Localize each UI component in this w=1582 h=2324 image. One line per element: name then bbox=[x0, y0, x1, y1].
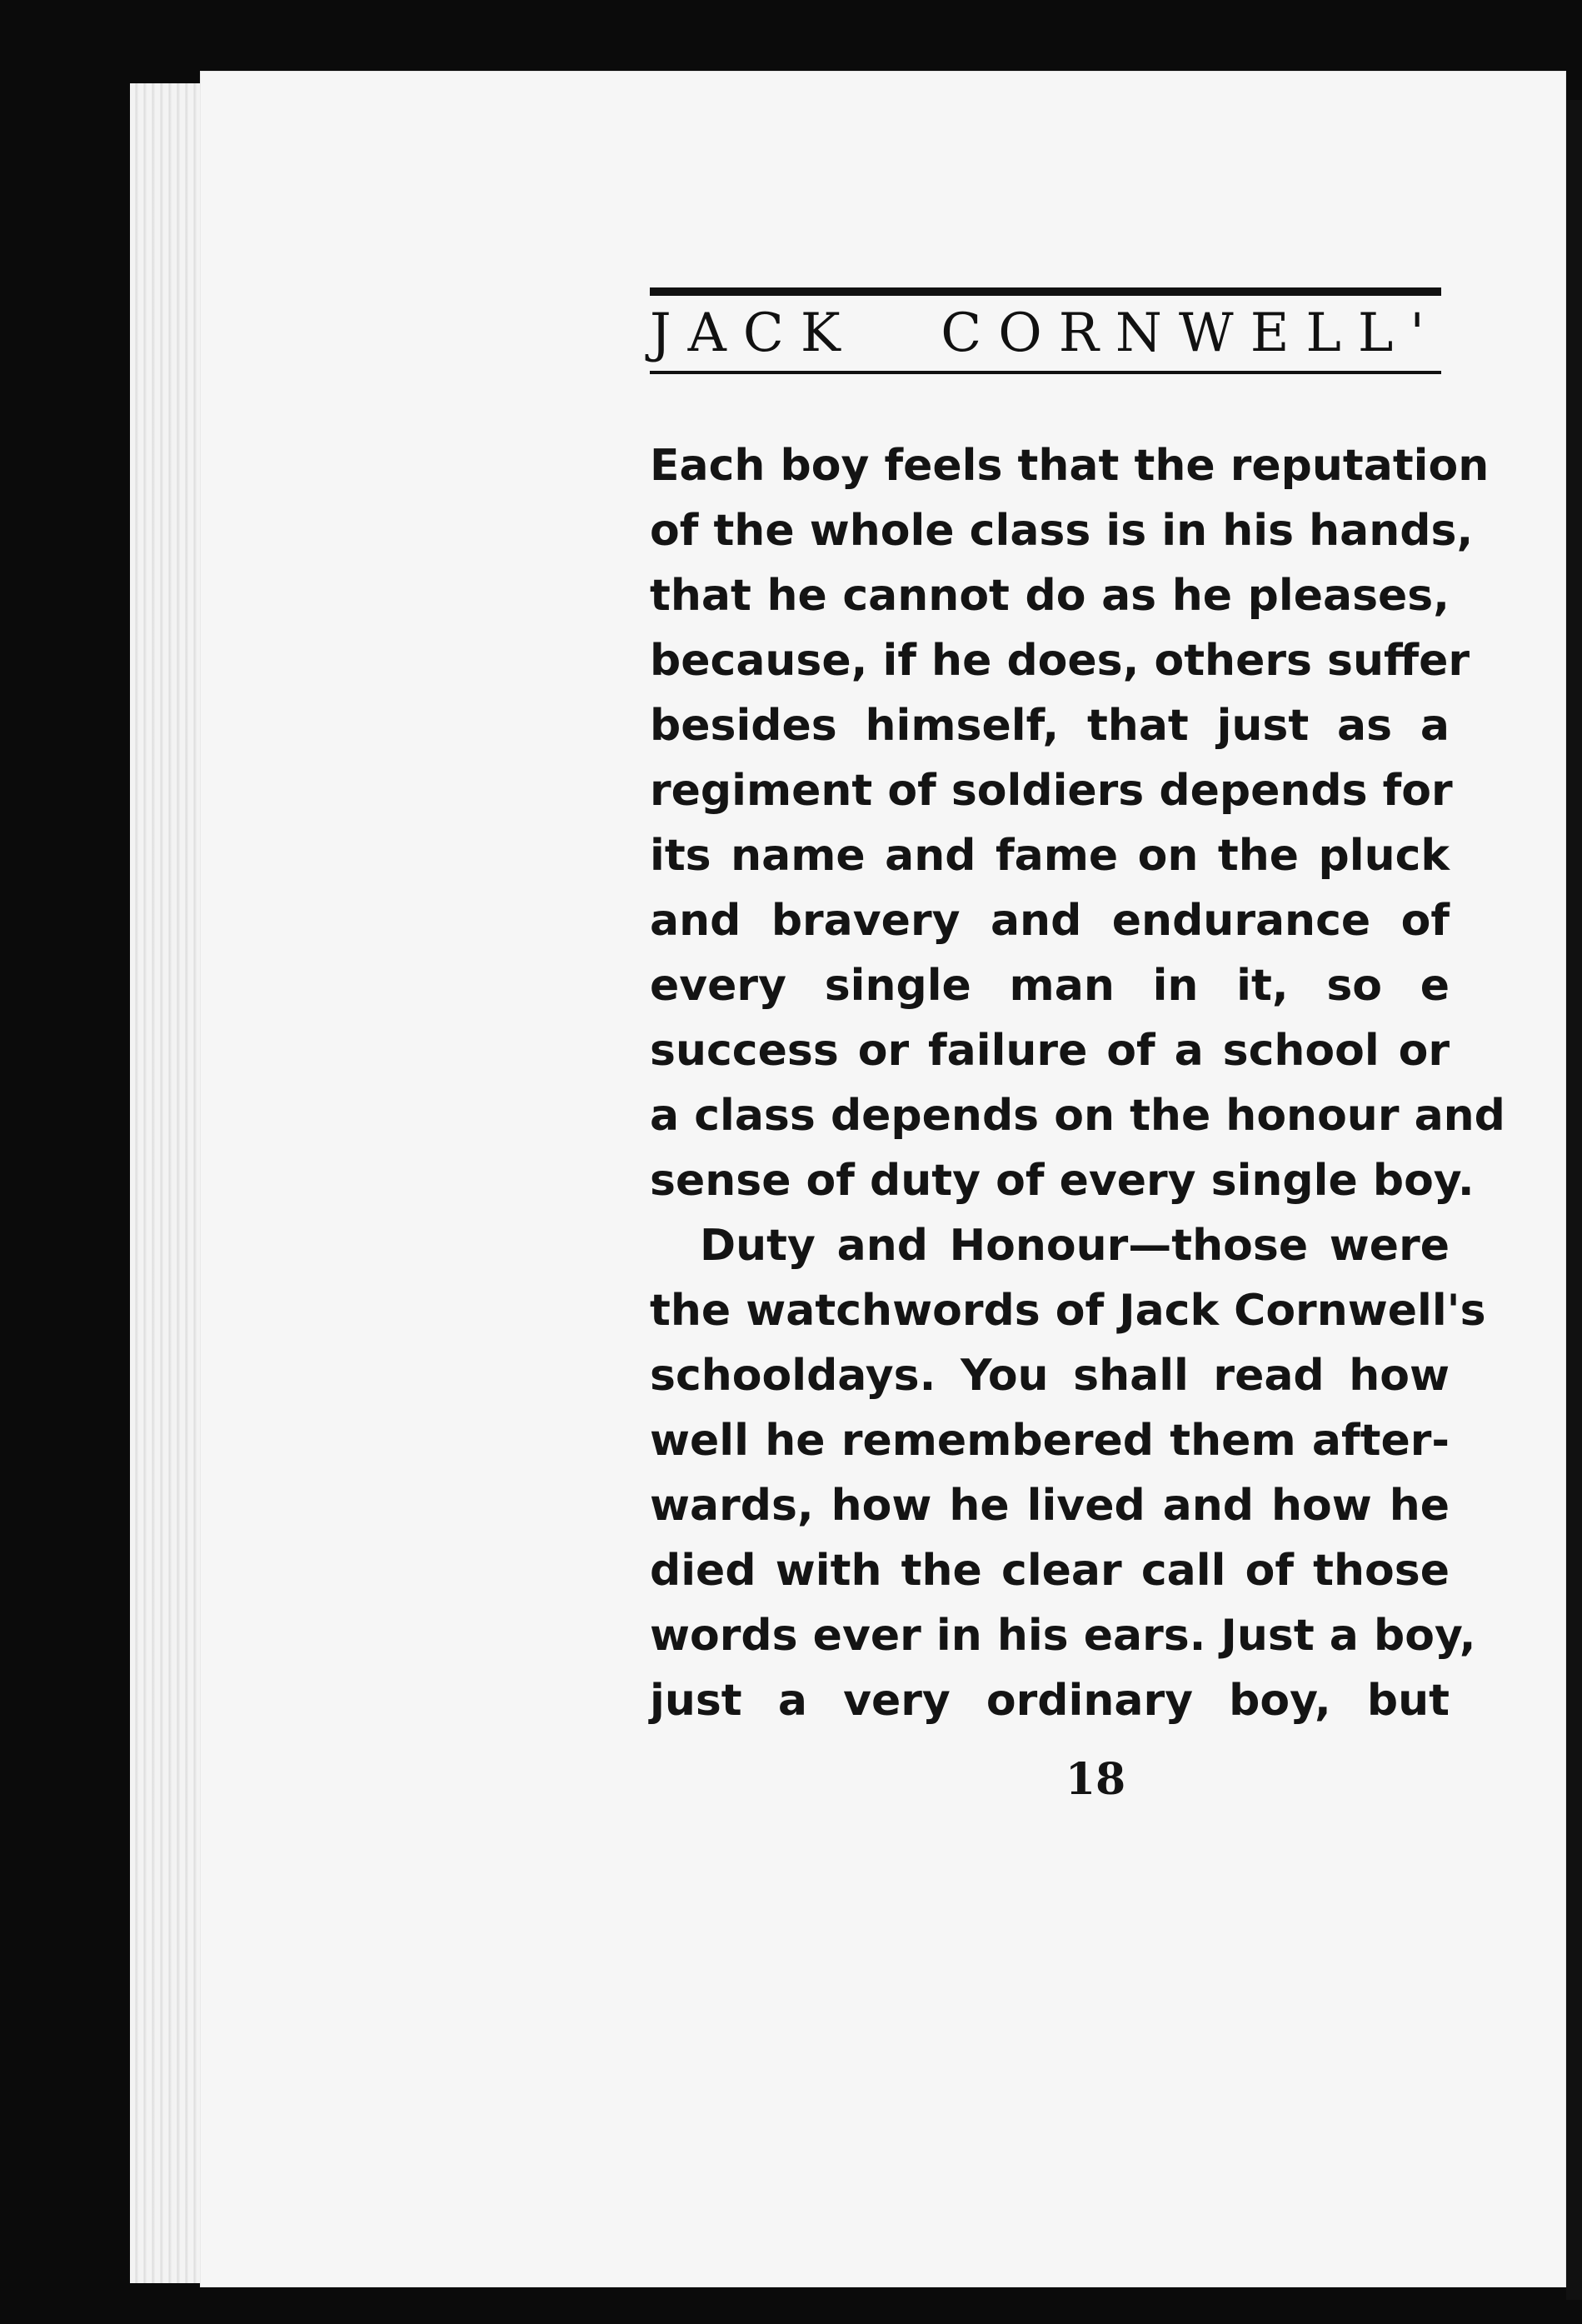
header-rule-bottom bbox=[650, 371, 1441, 374]
text-line: words ever in his ears. Just a boy, bbox=[650, 1611, 1476, 1661]
text-line: sense of duty of every single boy. bbox=[650, 1156, 1475, 1206]
text-line: well he remembered them after- bbox=[650, 1416, 1450, 1466]
text-line: the watchwords of Jack Cornwell's bbox=[650, 1286, 1486, 1336]
text-line: Each boy feels that the reputation bbox=[650, 441, 1490, 491]
text-line: schooldays. You shall read how bbox=[650, 1351, 1450, 1401]
body-text bbox=[650, 433, 1505, 1733]
running-header bbox=[650, 287, 1441, 374]
text-line: every single man in it, so e bbox=[650, 961, 1450, 1011]
text-line: success or failure of a school or bbox=[650, 1026, 1450, 1076]
text-line: regiment of soldiers depends for bbox=[650, 766, 1453, 816]
text-line: wards, how he lived and how he bbox=[650, 1481, 1450, 1531]
page-number: 18 bbox=[1065, 1754, 1126, 1805]
scan-right-edge bbox=[1566, 100, 1582, 2300]
text-line: besides himself, that just as a bbox=[650, 701, 1450, 751]
header-rule-top bbox=[650, 287, 1441, 296]
text-line: a class depends on the honour and bbox=[650, 1091, 1505, 1141]
text-line: that he cannot do as he pleases, bbox=[650, 571, 1450, 621]
text-line: because, if he does, others suffer bbox=[650, 636, 1470, 686]
text-line: died with the clear call of those bbox=[650, 1546, 1450, 1596]
running-head-title bbox=[650, 296, 1441, 371]
text-line: Duty and Honour—those were bbox=[700, 1221, 1450, 1271]
text-line: of the whole class is in his hands, bbox=[650, 506, 1474, 556]
text-line: its name and fame on the pluck bbox=[650, 831, 1450, 881]
running-head-right-word: CORNWELL' bbox=[941, 302, 1441, 364]
text-line: just a very ordinary boy, but bbox=[650, 1676, 1450, 1726]
text-line: and bravery and endurance of bbox=[650, 896, 1450, 946]
running-head-left-word: JACK bbox=[650, 302, 857, 364]
